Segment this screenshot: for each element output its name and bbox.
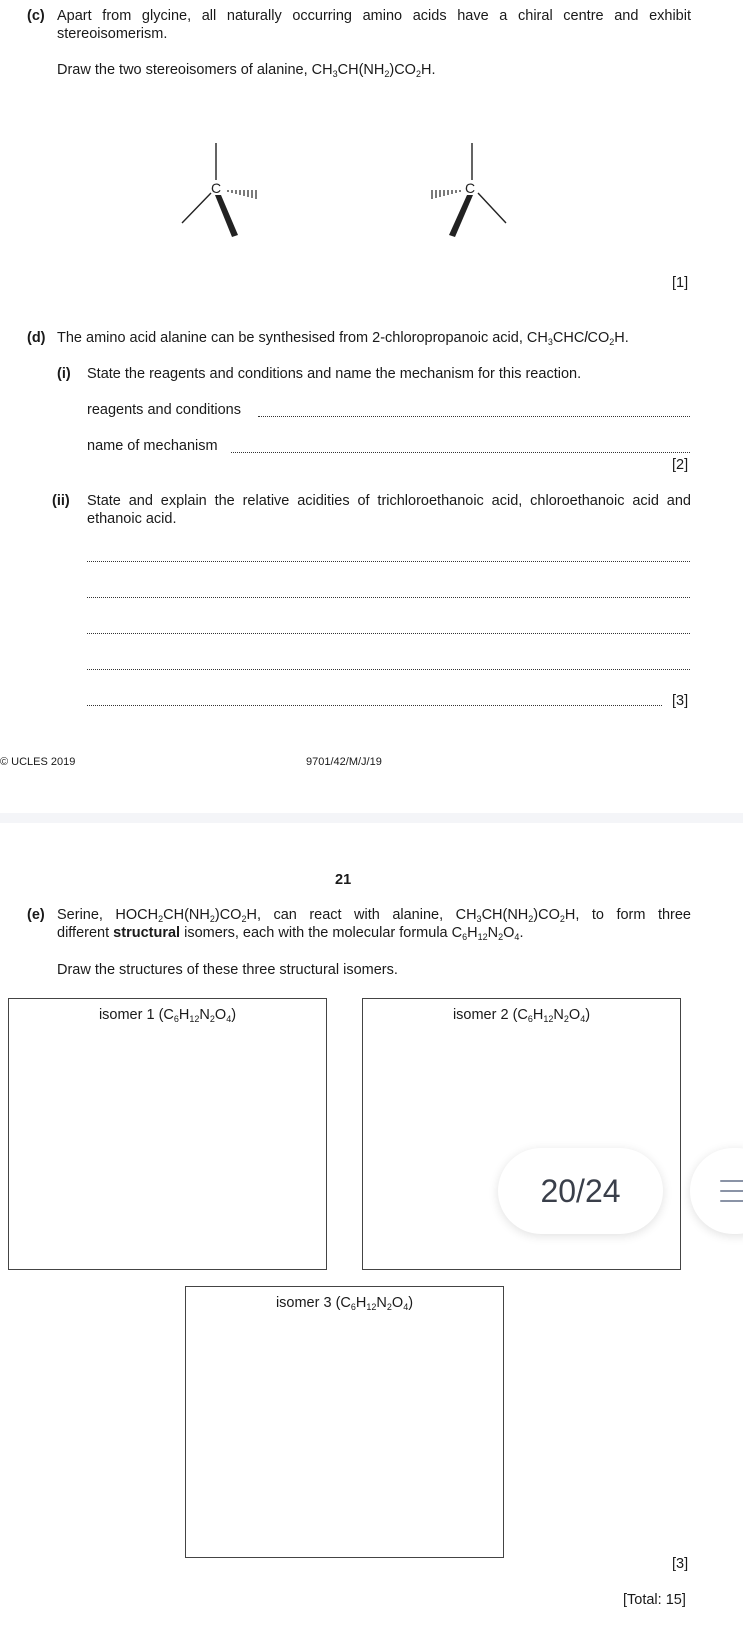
total-mark: [Total: 15] — [623, 1592, 686, 1608]
atom-c-right: C — [465, 180, 476, 196]
isomer-3-box[interactable] — [185, 1286, 504, 1558]
reagents-conditions-label: reagents and conditions — [87, 402, 241, 418]
isomer-1-box[interactable] — [8, 998, 327, 1270]
part-c-text-line2: stereoisomerism. — [57, 26, 168, 42]
answer-line-1[interactable] — [87, 561, 690, 562]
part-c-mark: [1] — [672, 275, 689, 291]
isomer-3-label: isomer 3 $(C_6H_{12}N_2O_4)$ — [275, 1295, 414, 1312]
page-indicator[interactable]: 20/24 — [498, 1148, 663, 1234]
part-c-label: (c) — [27, 8, 45, 24]
atom-c-left: C — [211, 180, 222, 196]
answer-line-2[interactable] — [87, 597, 690, 598]
part-d-i-label: (i) — [57, 366, 71, 382]
part-d-label: (d) — [27, 330, 46, 346]
page-number: 21 — [335, 872, 352, 888]
menu-button[interactable] — [690, 1148, 743, 1234]
stereoisomer-right-skeleton — [420, 135, 520, 240]
part-c-text-line1: Apart from glycine, all naturally occurring amino acids have a chiral centre and exhibit — [57, 8, 691, 24]
reagents-answer-line[interactable] — [258, 416, 690, 417]
isomer-2-label: isomer 2 $(C_6H_{12}N_2O_4)$ — [452, 1007, 591, 1024]
part-e-instruction: Draw the structures of these three structural isomers. — [57, 962, 398, 978]
part-e-mark: [3] — [672, 1556, 689, 1572]
stereoisomer-left-skeleton — [170, 135, 270, 240]
answer-line-5[interactable] — [87, 705, 662, 706]
part-e-line2: different structural isomers, each with the molecular formula $C_6H_{12}N_2O_4$. — [57, 925, 524, 942]
part-d-ii-label: (ii) — [52, 493, 70, 509]
paper-code: 9701/42/M/J/19 — [306, 756, 382, 768]
answer-line-4[interactable] — [87, 669, 690, 670]
part-d-ii-mark: [3] — [672, 693, 689, 709]
part-e-label: (e) — [27, 907, 45, 923]
part-d-i-mark: [2] — [672, 457, 689, 473]
part-d-ii-line2: ethanoic acid. — [87, 511, 177, 527]
mechanism-label: name of mechanism — [87, 438, 218, 454]
part-d-ii-line1: State and explain the relative acidities of trichloroethanoic acid, chloroethanoic acid and — [87, 493, 691, 509]
part-d-stem: The amino acid alanine can be synthesised from 2-chloropropanoic acid, $CH_3CHClCO_2H$. — [57, 330, 629, 347]
part-e-line1: Serine, $HOCH_2CH(NH_2)CO_2H$, can react with alanine, $CH_3CH(NH_2)CO_2H$, to form three — [57, 907, 691, 924]
answer-line-3[interactable] — [87, 633, 690, 634]
page-separator — [0, 813, 743, 823]
mechanism-answer-line[interactable] — [231, 452, 690, 453]
part-c-instruction: Draw the two stereoisomers of alanine, $CH_3CH(NH_2)CO_2H$. — [57, 62, 436, 79]
isomer-1-label: isomer 1 $(C_6H_{12}N_2O_4)$ — [98, 1007, 237, 1024]
part-d-i-text: State the reagents and conditions and name the mechanism for this reaction. — [87, 366, 582, 382]
copyright: © UCLES 2019 — [0, 756, 76, 768]
